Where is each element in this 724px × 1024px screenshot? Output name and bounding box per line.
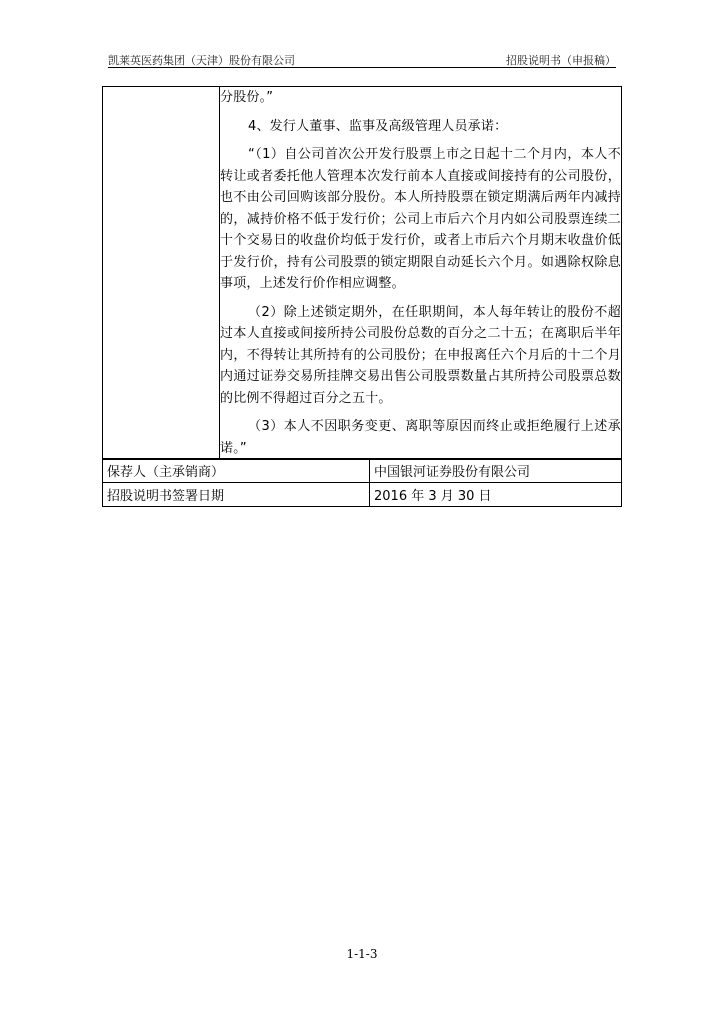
header-document-title: 招股说明书（申报稿） <box>506 54 616 67</box>
prospectus-info-table <box>102 458 622 507</box>
page-number: 1-1-3 <box>346 947 378 961</box>
commitment-content-cell <box>220 87 622 460</box>
commitment-paragraph-1: “（1）自公司首次公开发行股票上市之日起十二个月内，本人不转让或者委托他人管理本次发行前本人直接或间接持有的公司股份，也不由公司回购该部分股份。本人所持股票在锁定期满后两年内减持的，减持价格不低于发行价；公司上市后六个月内如公司股票连续二十个交易日的收盘价均低于发行价，或者上市后六个月期末收盘价低于发行价，持有公司股票的锁定期限自动延长六个月。如遇除权除息事项，上述发行价作相应调整。 <box>220 147 621 291</box>
commitment-paragraph-continuation: 分股份。” <box>220 90 274 105</box>
sponsor-label: 保荐人（主承销商） <box>103 459 370 483</box>
commitment-label-cell <box>103 87 220 460</box>
sponsor-row <box>103 459 622 483</box>
sponsor-value: 中国银河证券股份有限公司 <box>370 459 622 483</box>
signing-date-value: 2016 年 3 月 30 日 <box>370 483 622 507</box>
commitment-heading: 4、发行人董事、监事及高级管理人员承诺： <box>248 118 508 134</box>
commitment-table <box>102 86 622 460</box>
commitment-paragraph-2: （2）除上述锁定期外，在任职期间，本人每年转让的股份不超过本人直接或间接所持公司股份总数的百分之二十五；在离职后半年内，不得转让其所持有的公司股份；在申报离任六个月后的十二个月内通过证券交易所挂牌交易出售公司股票数量占其所持公司股票总数的比例不得超过百分之五十。 <box>220 304 621 406</box>
signing-date-row <box>103 483 622 507</box>
page-header <box>108 50 616 68</box>
commitment-row <box>103 87 622 460</box>
commitment-paragraph-3: （3）本人不因职务变更、离职等原因而终止或拒绝履行上述承诺。” <box>220 419 621 456</box>
header-company-name: 凯莱英医药集团（天津）股份有限公司 <box>108 54 295 67</box>
signing-date-label: 招股说明书签署日期 <box>103 483 370 507</box>
